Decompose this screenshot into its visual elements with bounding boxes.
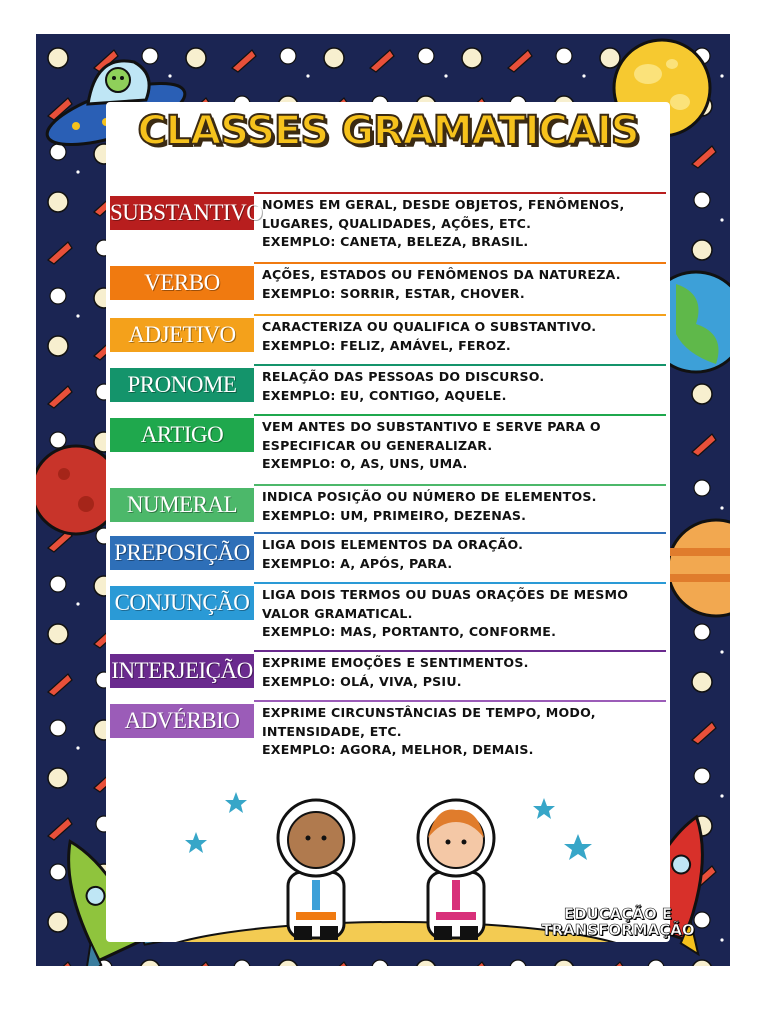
class-description: [262, 536, 666, 573]
astronaut-tile-icon: [50, 576, 66, 592]
astronaut-tile-icon: [510, 960, 526, 966]
rocket-tile-icon: [186, 962, 210, 966]
class-label: NUMERAL: [110, 488, 254, 522]
rocket-tile-icon: [48, 818, 72, 840]
rocket-tile-icon: [48, 674, 72, 696]
class-label: INTERJEIÇÃO: [110, 654, 254, 688]
description-line: VEM ANTES DO SUBSTANTIVO E SERVE PARA O: [262, 419, 601, 434]
star-dot-icon: [720, 506, 723, 509]
description-line: EXEMPLO: O, AS, UNS, UMA.: [262, 456, 468, 471]
astronaut-tile-icon: [694, 768, 710, 784]
astronaut-tile-icon: [372, 960, 388, 966]
class-label: CONJUNÇÃO: [110, 586, 254, 620]
moon-tile-icon: [186, 48, 206, 68]
description-line: EXEMPLO: EU, CONTIGO, AQUELE.: [262, 387, 507, 403]
description-line: EXEMPLO: FELIZ, AMÁVEL, FEROZ.: [262, 337, 511, 353]
description-line: EXEMPLO: A, APÓS, PARA.: [262, 555, 453, 571]
description-line: AÇÕES, ESTADOS OU FENÔMENOS DA NATUREZA.: [262, 267, 621, 282]
description-line: EXPRIME EMOÇÕES E SENTIMENTOS.: [262, 655, 529, 670]
astronaut-boy-icon: [278, 800, 354, 940]
rocket-tile-icon: [692, 722, 716, 744]
astronaut-tile-icon: [50, 144, 66, 160]
astronaut-girl-icon: [418, 800, 494, 940]
star-dot-icon: [720, 74, 723, 77]
moon-tile-icon: [600, 48, 620, 68]
class-description: [262, 586, 666, 642]
astronaut-tile-icon: [694, 192, 710, 208]
class-divider: [254, 582, 666, 584]
star-dot-icon: [582, 74, 585, 77]
astronaut-tile-icon: [694, 624, 710, 640]
moon-tile-icon: [462, 48, 482, 68]
class-description: [262, 196, 666, 252]
moon-tile-icon: [278, 960, 298, 966]
description-line: ESPECIFICAR OU GENERALIZAR.: [262, 437, 493, 453]
class-description: [262, 704, 666, 760]
class-label: PRONOME: [110, 368, 254, 402]
class-divider: [254, 532, 666, 534]
moon-tile-icon: [554, 960, 574, 966]
star-dot-icon: [444, 74, 447, 77]
rocket-tile-icon: [48, 962, 72, 966]
description-line: EXEMPLO: AGORA, MELHOR, DEMAIS.: [262, 742, 534, 757]
description-line: CARACTERIZA OU QUALIFICA O SUBSTANTIVO.: [262, 319, 597, 334]
class-description: [262, 488, 666, 525]
star-dot-icon: [306, 74, 309, 77]
class-label: ARTIGO: [110, 418, 254, 452]
rocket-tile-icon: [324, 962, 348, 966]
star-dot-icon: [76, 746, 79, 749]
star-dot-icon: [720, 794, 723, 797]
description-line: RELAÇÃO DAS PESSOAS DO DISCURSO.: [262, 369, 545, 384]
moon-tile-icon: [692, 960, 712, 966]
description-line: EXEMPLO: OLÁ, VIVA, PSIU.: [262, 673, 462, 689]
class-divider: [254, 414, 666, 416]
rocket-tile-icon: [48, 242, 72, 264]
astronaut-tile-icon: [50, 288, 66, 304]
moon-tile-icon: [692, 672, 712, 692]
rocket-tile-icon: [692, 146, 716, 168]
class-description: [262, 266, 666, 303]
star-dot-icon: [720, 938, 723, 941]
rocket-tile-icon: [692, 434, 716, 456]
class-label: VERBO: [110, 266, 254, 300]
page-title: CLASSES GRAMATICAIS: [137, 108, 639, 154]
class-divider: [254, 484, 666, 486]
description-line: EXEMPLO: UM, PRIMEIRO, DEZENAS.: [262, 507, 527, 523]
class-label: ADVÉRBIO: [110, 704, 254, 738]
class-divider: [254, 364, 666, 366]
poster-background: [36, 34, 730, 966]
moon-tile-icon: [48, 336, 68, 356]
astronaut-tile-icon: [648, 960, 664, 966]
description-line: LIGA DOIS TERMOS OU DUAS ORAÇÕES DE MESMO: [262, 587, 629, 602]
class-divider: [254, 650, 666, 652]
astronaut-tile-icon: [694, 480, 710, 496]
class-description: [262, 318, 666, 355]
moon-tile-icon: [692, 384, 712, 404]
astronaut-tile-icon: [234, 960, 250, 966]
moon-tile-icon: [692, 240, 712, 260]
moon-tile-icon: [48, 192, 68, 212]
star-dot-icon: [720, 218, 723, 221]
star-dot-icon: [720, 650, 723, 653]
class-description: [262, 418, 666, 474]
moon-tile-icon: [140, 960, 160, 966]
description-line: EXEMPLO: CANETA, BELEZA, BRASIL.: [262, 234, 529, 249]
astronaut-tile-icon: [50, 864, 66, 880]
class-divider: [254, 700, 666, 702]
astronaut-tile-icon: [556, 48, 572, 64]
description-line: LUGARES, QUALIDADES, AÇÕES, ETC.: [262, 215, 532, 231]
class-label: PREPOSIÇÃO: [110, 536, 254, 570]
class-label: SUBSTANTIVO: [110, 196, 254, 230]
description-line: NOMES EM GERAL, DESDE OBJETOS, FENÔMENOS,: [262, 197, 625, 212]
footer-brand: EDUCAÇÃO E TRANSFORMAÇÃO: [541, 905, 695, 939]
moon-tile-icon: [48, 48, 68, 68]
astronaut-tile-icon: [50, 432, 66, 448]
class-divider: [254, 192, 666, 194]
description-line: EXEMPLO: SORRIR, ESTAR, CHOVER.: [262, 285, 525, 301]
star-icon: [185, 792, 592, 860]
rocket-tile-icon: [370, 50, 394, 72]
star-dot-icon: [76, 170, 79, 173]
class-description: [262, 654, 666, 691]
class-divider: [254, 262, 666, 264]
content-card: [106, 102, 670, 942]
jupiter-icon: [668, 520, 730, 616]
rocket-tile-icon: [48, 386, 72, 408]
moon-tile-icon: [48, 912, 68, 932]
description-line: INTENSIDADE, ETC.: [262, 723, 402, 739]
rocket-tile-icon: [232, 50, 256, 72]
moon-tile-icon: [48, 624, 68, 644]
rocket-tile-icon: [508, 50, 532, 72]
star-dot-icon: [168, 74, 171, 77]
description-line: EXEMPLO: MAS, PORTANTO, CONFORME.: [262, 624, 557, 639]
astronaut-tile-icon: [280, 48, 296, 64]
astronaut-tile-icon: [50, 720, 66, 736]
class-divider: [254, 314, 666, 316]
description-line: LIGA DOIS ELEMENTOS DA ORAÇÃO.: [262, 537, 524, 552]
moon-tile-icon: [48, 768, 68, 788]
moon-tile-icon: [324, 48, 344, 68]
class-label: ADJETIVO: [110, 318, 254, 352]
star-dot-icon: [76, 602, 79, 605]
rocket-tile-icon: [600, 962, 624, 966]
description-line: INDICA POSIÇÃO OU NÚMERO DE ELEMENTOS.: [262, 489, 597, 504]
description-line: VALOR GRAMATICAL.: [262, 605, 413, 621]
description-line: EXPRIME CIRCUNSTÂNCIAS DE TEMPO, MODO,: [262, 705, 596, 720]
rocket-tile-icon: [462, 962, 486, 966]
moon-tile-icon: [416, 960, 436, 966]
astronaut-tile-icon: [418, 48, 434, 64]
class-description: [262, 368, 666, 405]
astronaut-tile-icon: [142, 48, 158, 64]
star-dot-icon: [76, 314, 79, 317]
